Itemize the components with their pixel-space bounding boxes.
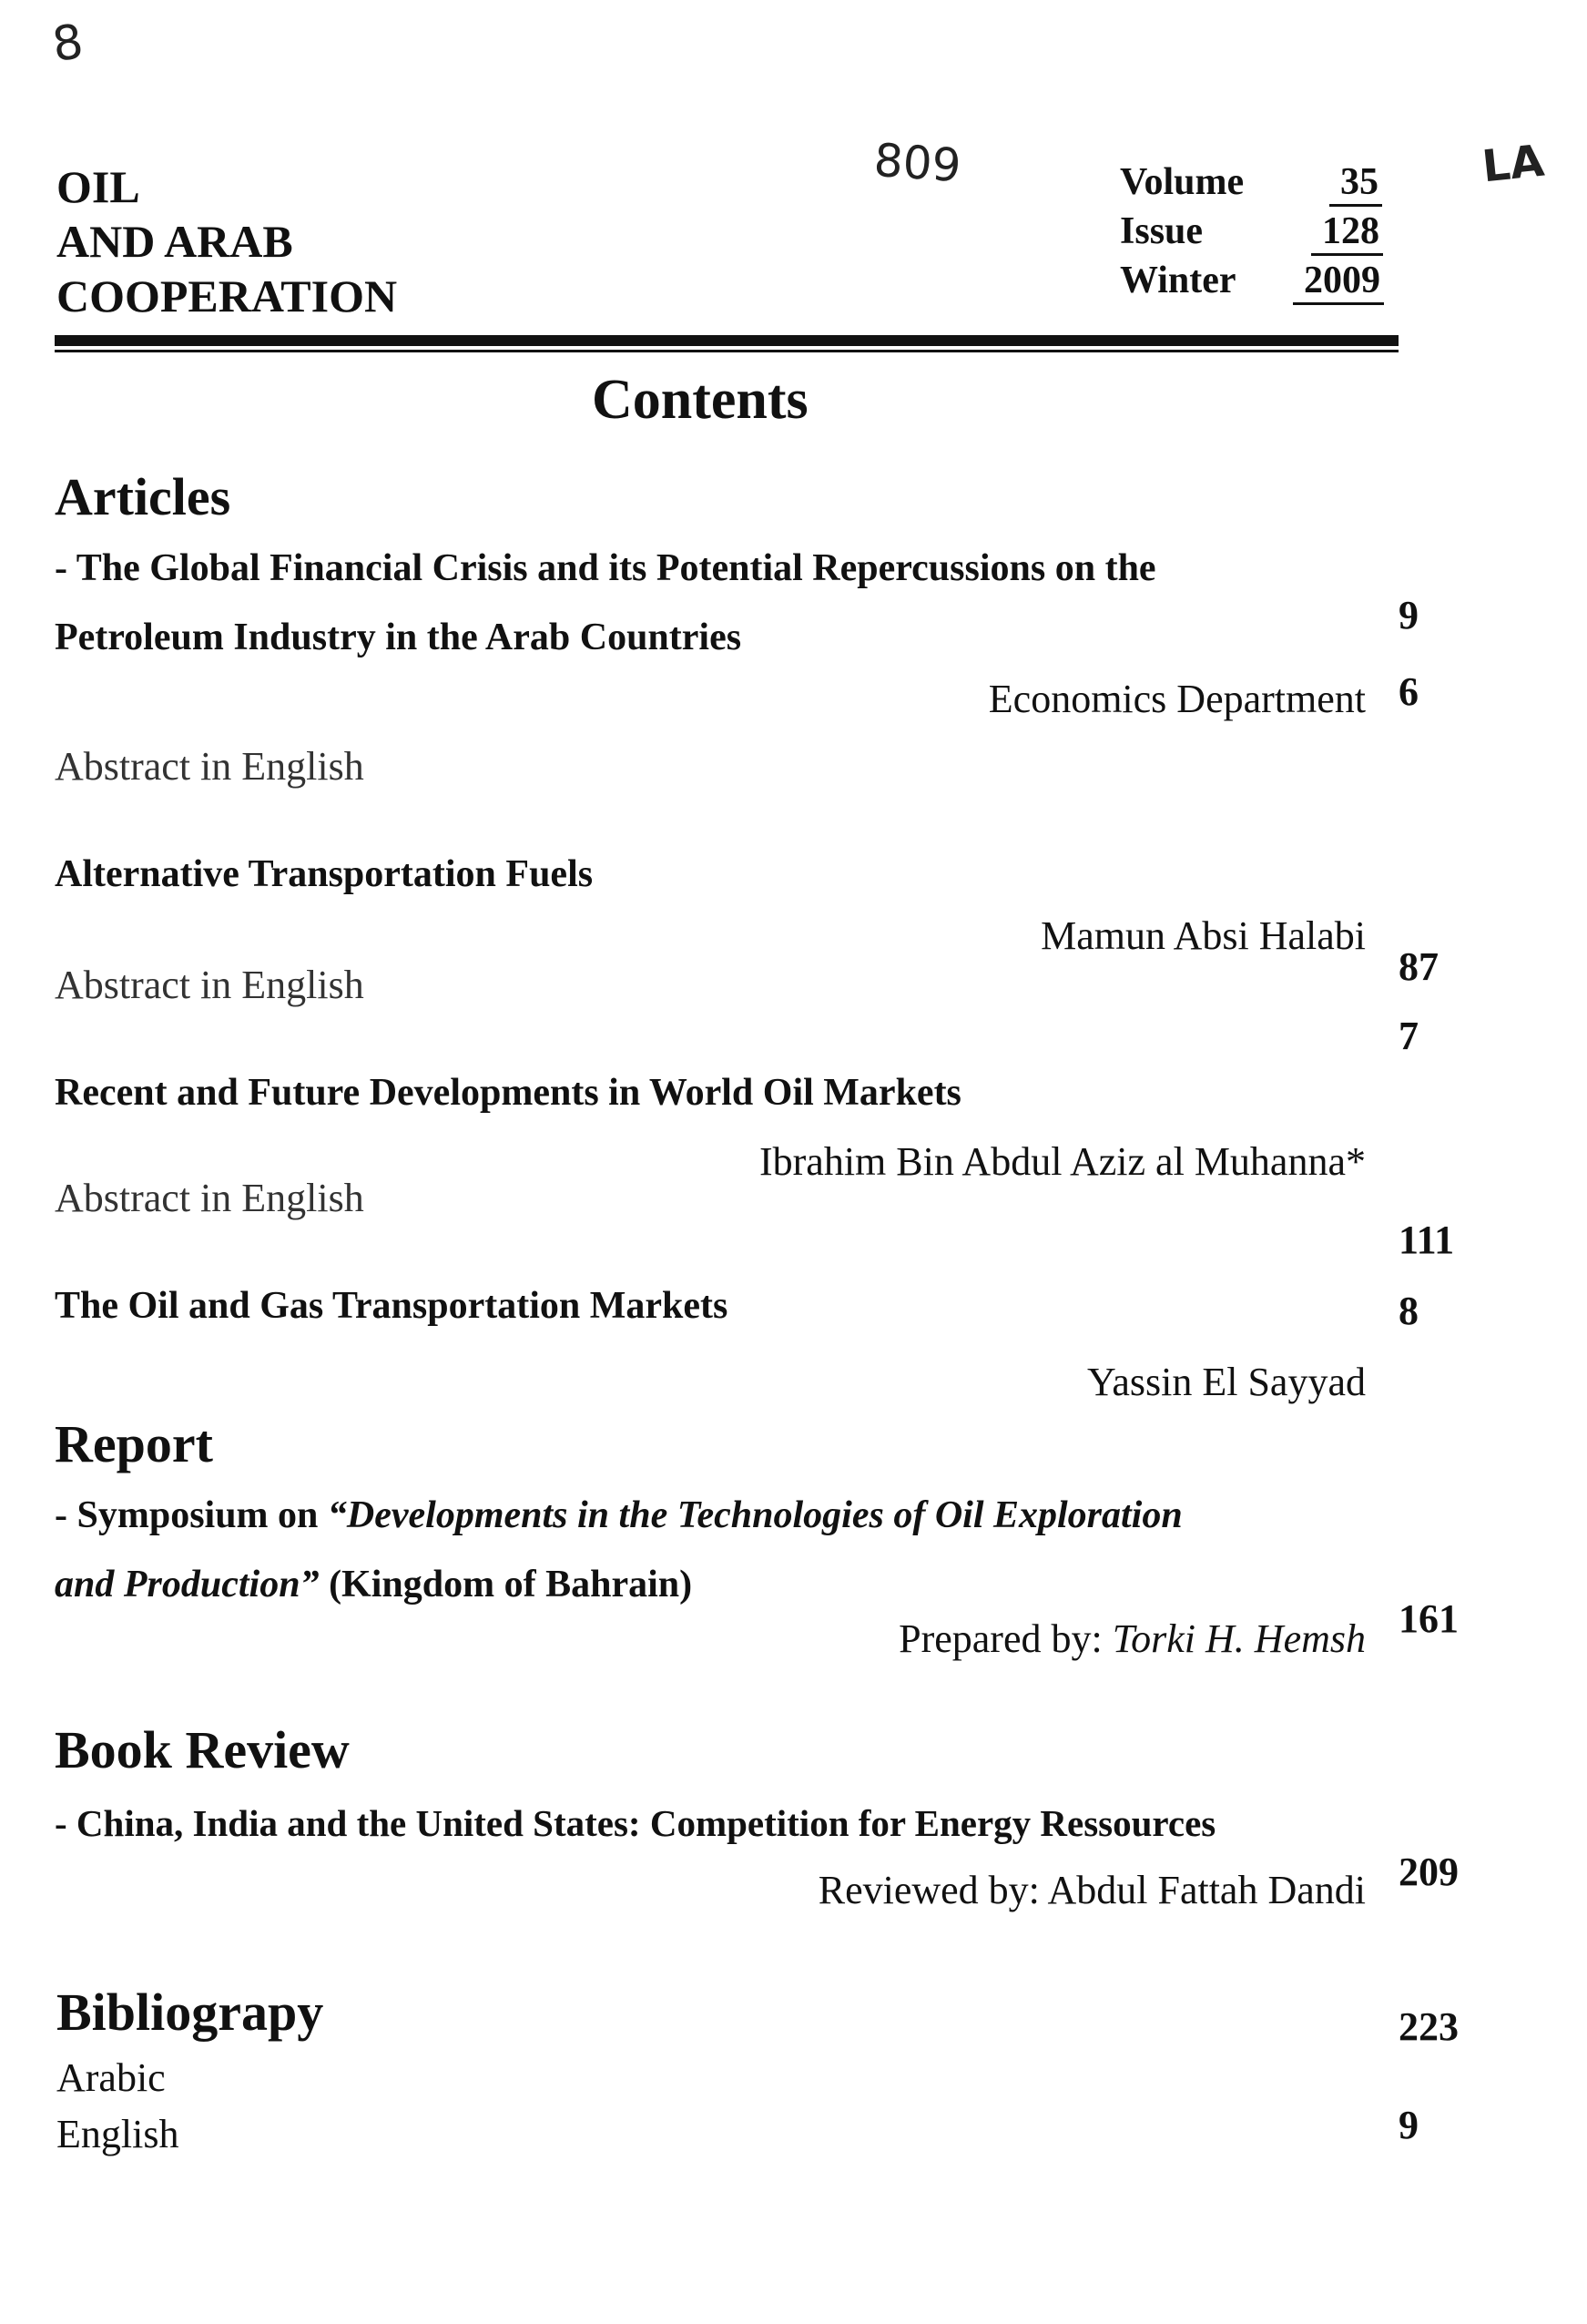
report-title-suffix: (Kingdom of Bahrain) [319,1564,693,1605]
masthead-line-1: OIL [56,161,140,212]
volume-value [1329,160,1382,207]
article-1-abstract-page: 6 [1399,669,1419,714]
handwritten-corner-mark: 8 [48,14,87,74]
section-heading-bibliography: Bibliograpy [56,1983,324,2042]
article-3-author: Ibrahim Bin Abdul Aziz al Muhanna* [759,1139,1366,1184]
article-1-title-line-1: - The Global Financial Crisis and its Potential Repercussions on the [55,547,1156,589]
report-title-prefix: - Symposium on [55,1494,328,1536]
masthead-line-2: AND ARAB [56,216,293,267]
section-heading-articles: Articles [55,467,231,526]
handwritten-center-mark: 809 [872,133,963,193]
book-review-page: 209 [1399,1850,1459,1894]
issue-label: Issue [1120,210,1204,252]
report-title-italic-2: and Production” [55,1564,320,1605]
issue-number: 128 [1311,209,1383,256]
article-2-title: Alternative Transportation Fuels [55,853,594,895]
article-3-page: 111 [1399,1218,1455,1262]
report-title-line-2 [55,1563,692,1606]
article-4-title: The Oil and Gas Transportation Markets [55,1285,728,1327]
section-heading-report: Report [55,1414,213,1473]
contents-title: Contents [592,369,809,431]
bibliography-page-1: 223 [1399,2004,1459,2049]
masthead-line-3: COOPERATION [56,270,398,321]
bibliography-item-arabic: Arabic [56,2055,166,2100]
article-2-abstract-page: 7 [1399,1014,1419,1058]
article-1-page: 9 [1399,593,1419,637]
report-prepared-label: Prepared by: [899,1616,1113,1661]
article-1-author: Economics Department [988,677,1366,721]
season-year: 2009 [1293,259,1384,305]
bibliography-item-english: English [56,2112,179,2156]
bibliography-page-2: 9 [1399,2103,1419,2147]
article-4-author: Yassin El Sayyad [1086,1360,1366,1404]
report-prepared-by [899,1616,1366,1662]
report-page: 161 [1399,1596,1459,1641]
masthead-divider-thin [55,350,1399,352]
issue-value [1311,209,1383,256]
report-prepared-name: Torki H. Hemsh [1112,1616,1366,1661]
season-label: Winter [1120,260,1236,301]
section-heading-book-review: Book Review [55,1720,350,1779]
volume-number: 35 [1329,160,1382,207]
report-title-line-1 [55,1493,1183,1537]
article-2-page: 87 [1399,944,1439,989]
masthead-divider-thick [55,335,1399,346]
handwritten-right-mark: LA [1480,135,1547,193]
season-value [1293,259,1384,305]
article-1-title-line-2: Petroleum Industry in the Arab Countries [55,617,742,658]
book-review-reviewer: Reviewed by: Abdul Fattah Dandi [818,1868,1366,1912]
article-2-abstract: Abstract in English [55,963,364,1007]
article-2-author: Mamun Absi Halabi [1041,913,1366,958]
article-3-title: Recent and Future Developments in World Oil Markets [55,1072,961,1114]
article-3-abstract-page: 8 [1399,1289,1419,1333]
volume-label: Volume [1120,161,1245,203]
report-title-italic-1: “Developments in the Technologies of Oil Exploration [327,1494,1183,1536]
article-3-abstract: Abstract in English [55,1176,364,1220]
article-1-abstract: Abstract in English [55,744,364,789]
book-review-title: - China, India and the United States: Competition for Energy Ressources [55,1802,1216,1844]
